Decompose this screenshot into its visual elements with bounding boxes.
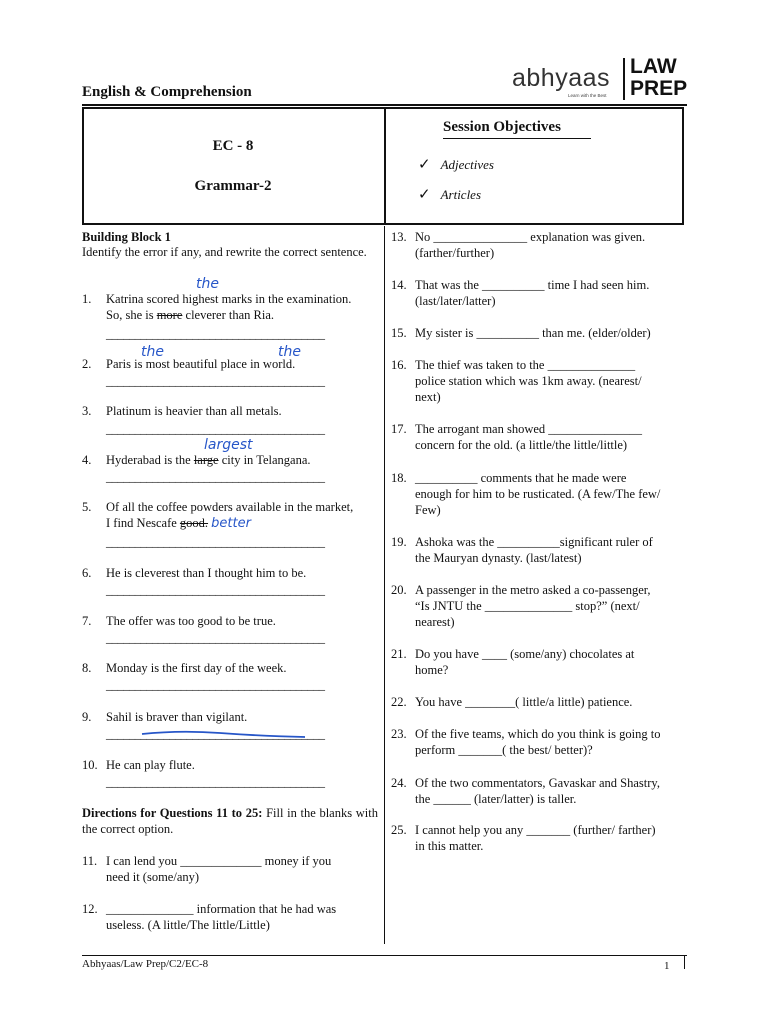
building-block-title: Building Block 1 xyxy=(82,230,171,244)
question-text: the Mauryan dynasty. (last/latest) xyxy=(415,551,582,565)
question-text: (last/later/latter) xyxy=(415,294,496,308)
question-text: in this matter. xyxy=(415,839,484,853)
question-number: 3. xyxy=(82,404,92,418)
logo-wordmark: abhyaas xyxy=(512,64,611,92)
footer-rule xyxy=(82,955,687,956)
question-text: I cannot help you any _______ (further/ farther) xyxy=(415,823,656,837)
question-text: Platinum is heavier than all metals. xyxy=(106,404,282,418)
question-text: Paris is most beautiful place in world. xyxy=(106,357,296,371)
question-text: The thief was taken to the ______________ xyxy=(415,358,636,372)
question-number: 21. xyxy=(391,647,407,661)
handwritten-correction: largest xyxy=(204,437,253,453)
question-number: 1. xyxy=(82,292,92,306)
question-text: I find Nescafe good. better xyxy=(106,516,251,531)
question-text: Do you have ____ (some/any) chocolates at xyxy=(415,647,635,661)
question-text: the ______ (later/latter) is taller. xyxy=(415,792,577,806)
directions: Directions for Questions 11 to 25: Fill in the blanks with the correct option. xyxy=(82,806,378,836)
question-number: 5. xyxy=(82,500,92,514)
question-text: The offer was too good to be true. xyxy=(106,614,276,628)
subject-title: English & Comprehension xyxy=(82,84,252,100)
session-code: EC - 8 xyxy=(212,138,254,154)
question-number: 8. xyxy=(82,661,92,675)
checkmark-icon: ✓ xyxy=(418,157,431,173)
question-text: My sister is __________ than me. (elder/older) xyxy=(415,326,651,340)
question-text: enough for him to be rusticated. (A few/The few/ xyxy=(415,487,661,501)
page-number: 1 xyxy=(664,960,670,972)
handwritten-correction: the xyxy=(278,344,301,360)
question-number: 22. xyxy=(391,695,407,709)
question-text: perform _______( the best/ better)? xyxy=(415,743,593,757)
question-text: Hyderabad is the large city in Telangana. xyxy=(106,453,311,467)
question-number: 20. xyxy=(391,583,407,597)
logo-tagline: Learn with the Best xyxy=(568,93,607,98)
question-number: 14. xyxy=(391,278,407,292)
question-number: 17. xyxy=(391,422,407,436)
objective-item: ✓ Articles xyxy=(418,187,482,203)
question-text: Of the five teams, which do you think is going to xyxy=(415,727,661,741)
question-number: 6. xyxy=(82,566,92,580)
handwritten-correction: the xyxy=(141,344,164,360)
question-number: 11. xyxy=(82,854,98,868)
answer-blank: ______________________________________ xyxy=(106,631,325,645)
session-box xyxy=(82,107,684,225)
question-number: 15. xyxy=(391,326,407,340)
question-text: home? xyxy=(415,663,449,677)
question-text: “Is JNTU the ______________ stop?” (next/ xyxy=(415,599,640,613)
objectives-underline xyxy=(443,138,591,139)
objective-item: ✓ Adjectives xyxy=(418,157,494,173)
answer-blank: ______________________________________ xyxy=(106,422,325,436)
question-text: __________ comments that he made were xyxy=(415,471,627,485)
answer-blank: ______________________________________ xyxy=(106,678,325,692)
question-text: next) xyxy=(415,390,441,404)
question-text: Monday is the first day of the week. xyxy=(106,661,287,675)
answer-blank: ______________________________________ xyxy=(106,470,325,484)
session-topic: Grammar-2 xyxy=(194,178,272,194)
question-number: 12. xyxy=(82,902,98,916)
logo-divider xyxy=(623,58,625,100)
answer-blank: ______________________________________ xyxy=(106,727,325,741)
logo-law: LAW xyxy=(630,55,677,78)
question-number: 19. xyxy=(391,535,407,549)
question-text: concern for the old. (a little/the little/little) xyxy=(415,438,628,452)
question-text: You have ________( little/a little) patience. xyxy=(415,695,633,709)
answer-blank: ______________________________________ xyxy=(106,374,325,388)
column-divider xyxy=(384,226,385,944)
header-rule xyxy=(82,104,687,106)
question-number: 9. xyxy=(82,710,92,724)
question-text: Few) xyxy=(415,503,441,517)
question-text: nearest) xyxy=(415,615,455,629)
question-text: Katrina scored highest marks in the examination. xyxy=(106,292,352,306)
question-number: 16. xyxy=(391,358,407,372)
question-text: No _______________ explanation was given. xyxy=(415,230,646,244)
question-text: So, she is more cleverer than Ria. xyxy=(106,308,275,322)
footer-divider xyxy=(684,955,685,969)
question-number: 13. xyxy=(391,230,407,244)
question-number: 7. xyxy=(82,614,92,628)
footer-path: Abhyaas/Law Prep/C2/EC-8 xyxy=(82,958,209,970)
question-text: police station which was 1km away. (nearest/ xyxy=(415,374,642,388)
question-text: Sahil is braver than vigilant. xyxy=(106,710,248,724)
question-number: 25. xyxy=(391,823,407,837)
question-text: I can lend you _____________ money if you xyxy=(106,854,332,868)
checkmark-icon: ✓ xyxy=(418,187,431,203)
question-number: 23. xyxy=(391,727,407,741)
question-number: 18. xyxy=(391,471,407,485)
question-text: (farther/further) xyxy=(415,246,495,260)
handwritten-correction: better xyxy=(211,516,251,531)
question-text: Ashoka was the __________significant ruler of xyxy=(415,535,653,549)
answer-blank: ______________________________________ xyxy=(106,583,325,597)
question-number: 2. xyxy=(82,357,92,371)
question-text: That was the __________ time I had seen him. xyxy=(415,278,650,292)
question-text: ______________ information that he had was xyxy=(106,902,337,916)
question-number: 24. xyxy=(391,776,407,790)
question-number: 4. xyxy=(82,453,92,467)
question-text: He can play flute. xyxy=(106,758,195,772)
session-box-divider xyxy=(384,107,386,225)
answer-blank: ______________________________________ xyxy=(106,535,325,549)
abhyaas-logo xyxy=(512,56,692,104)
question-text: need it (some/any) xyxy=(106,870,200,884)
question-text: Of all the coffee powders available in the market, xyxy=(106,500,354,514)
answer-blank: ______________________________________ xyxy=(106,327,325,341)
building-block-instruction: Identify the error if any, and rewrite the correct sentence. xyxy=(82,245,367,259)
logo-prep: PREP xyxy=(630,77,688,100)
answer-blank: ______________________________________ xyxy=(106,775,325,789)
question-text: A passenger in the metro asked a co-passenger, xyxy=(415,583,651,597)
question-number: 10. xyxy=(82,758,98,772)
question-text: useless. (A little/The little/Little) xyxy=(106,918,270,932)
question-text: Of the two commentators, Gavaskar and Shastry, xyxy=(415,776,660,790)
handwritten-correction: the xyxy=(196,276,219,292)
question-text: The arrogant man showed _______________ xyxy=(415,422,643,436)
question-text: He is cleverest than I thought him to be. xyxy=(106,566,307,580)
objectives-title: Session Objectives xyxy=(443,119,561,135)
